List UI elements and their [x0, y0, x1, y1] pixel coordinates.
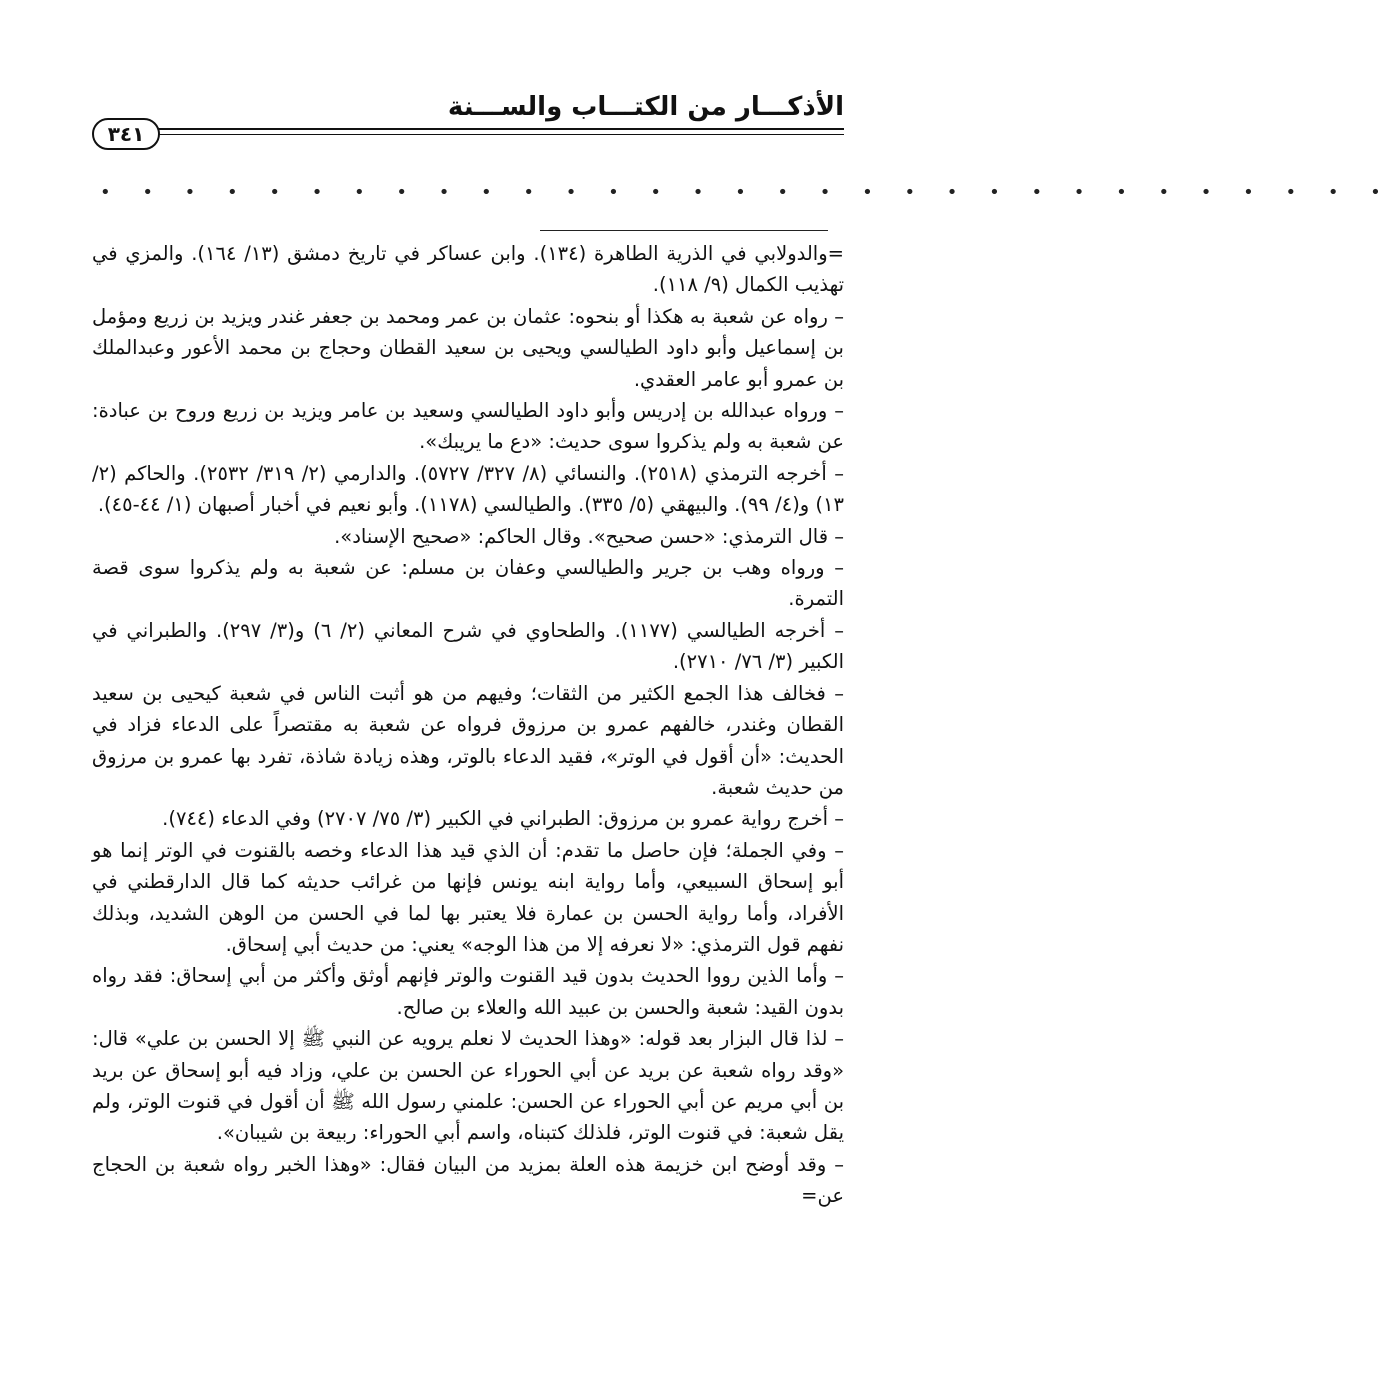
- footnote-text: [92, 238, 844, 1212]
- paragraph: – وقد أوضح ابن خزيمة هذه العلة بمزيد من البيان فقال: «وهذا الخبر رواه شعبة بن الحجاج عن=: [92, 1152, 844, 1208]
- header-rule: [150, 128, 844, 130]
- paragraph: – ورواه وهب بن جرير والطيالسي وعفان بن مسلم: عن شعبة به ولم يذكروا سوى قصة التمرة.: [92, 556, 844, 611]
- page-header: [92, 92, 844, 154]
- paragraph: – وأما الذين رووا الحديث بدون قيد القنوت والوتر فإنهم أوثق وأكثر من أبي إسحاق: فقد رواه بدون القيد: شعبة والحسن بن عبيد الله والعلاء بن صالح.: [92, 964, 844, 1019]
- paragraph: – ورواه عبدالله بن إدريس وأبو داود الطيالسي وسعيد بن عامر ويزيد بن زريع وروح بن عبادة: عن شعبة به ولم يذكروا سوى حديث: «دع ما يريبك».: [92, 399, 844, 454]
- paragraph: – أخرج رواية عمرو بن مرزوق: الطبراني في الكبير (٣/ ٧٥/ ٢٧٠٧) وفي الدعاء (٧٤٤).: [162, 807, 844, 831]
- header-rule-thin: [150, 134, 844, 135]
- page-number: ٣٤١: [92, 118, 160, 150]
- paragraph: – فخالف هذا الجمع الكثير من الثقات؛ وفيهم من هو أثبت الناس في شعبة كيحيى بن سعيد القطان وغندر، خالفهم عمرو بن مرزوق فرواه عن شعبة به مقتصراً على الدعاء فزاد في الحديث: «أن أقول في الوتر»، فقيد الدعاء بالوتر، وهذه زيادة شاذة، تفرد بها عمرو بن مرزوق من حديث شعبة.: [92, 681, 844, 799]
- paragraph: – أخرجه الترمذي (٢٥١٨). والنسائي (٨/ ٣٢٧/ ٥٧٢٧). والدارمي (٢/ ٣١٩/ ٢٥٣٢). والحاكم (٢/ ١٣) و(٤/ ٩٩). والبيهقي (٥/ ٣٣٥). والطيالسي (١١٧٨). وأبو نعيم في أخبار أصبهان (١/ ٤٤-٤٥).: [92, 461, 844, 517]
- paragraph: – قال الترمذي: «حسن صحيح». وقال الحاكم: «صحيح الإسناد».: [334, 524, 844, 548]
- footnote-rule: [540, 230, 828, 231]
- paragraph: =والدولابي في الذرية الطاهرة (١٣٤). وابن عساكر في تاريخ دمشق (١٣/ ١٦٤). والمزي في تهذيب الكمال (٩/ ١١٨).: [92, 242, 844, 297]
- running-title: الأذكـــار من الكتـــاب والســـنة: [447, 92, 844, 122]
- paragraph: – وفي الجملة؛ فإن حاصل ما تقدم: أن الذي قيد هذا الدعاء وخصه بالقنوت في الوتر إنما هو أبو إسحاق السبيعي، وأما رواية ابنه يونس فإنها من غرائب حديثه كما قال الدارقطني في الأفراد، وأما رواية الحسن بن عمارة فلا يعتبر بها لما في الحسن من الوهن الشديد، وبذلك نفهم قول الترمذي: «لا نعرفه إلا من هذا الوجه» يعني: من حديث أبي إسحاق.: [92, 838, 844, 956]
- dotted-separator: • • • • • • • • • • • • • • • • • • • • • • • • • • • • • • •: [100, 182, 1394, 203]
- paragraph: – رواه عن شعبة به هكذا أو بنحوه: عثمان بن عمر ومحمد بن جعفر غندر ويزيد بن زريع ومؤمل بن إسماعيل وأبو داود الطيالسي ويحيى بن سعيد القطان وحجاج بن محمد الأعور وعبدالملك بن عمرو أبو عامر العقدي.: [92, 304, 844, 391]
- paragraph: – أخرجه الطيالسي (١١٧٧). والطحاوي في شرح المعاني (٢/ ٦) و(٣/ ٢٩٧). والطبراني في الكبير (٣/ ٧٦/ ٢٧١٠).: [92, 618, 845, 674]
- paragraph: – لذا قال البزار بعد قوله: «وهذا الحديث لا نعلم يرويه عن النبي ﷺ إلا الحسن بن علي» قال: «وقد رواه شعبة عن بريد عن أبي الحوراء عن الحسن بن علي، وزاد فيه أبو إسحاق عن بريد بن أبي مريم عن أبي الحوراء عن الحسن: علمني رسول الله ﷺ أن أقول في قنوت الوتر، ولم يقل شعبة: في قنوت الوتر، فلذلك كتبناه، واسم أبي الحوراء: ربيعة بن شيبان».: [92, 1027, 844, 1145]
